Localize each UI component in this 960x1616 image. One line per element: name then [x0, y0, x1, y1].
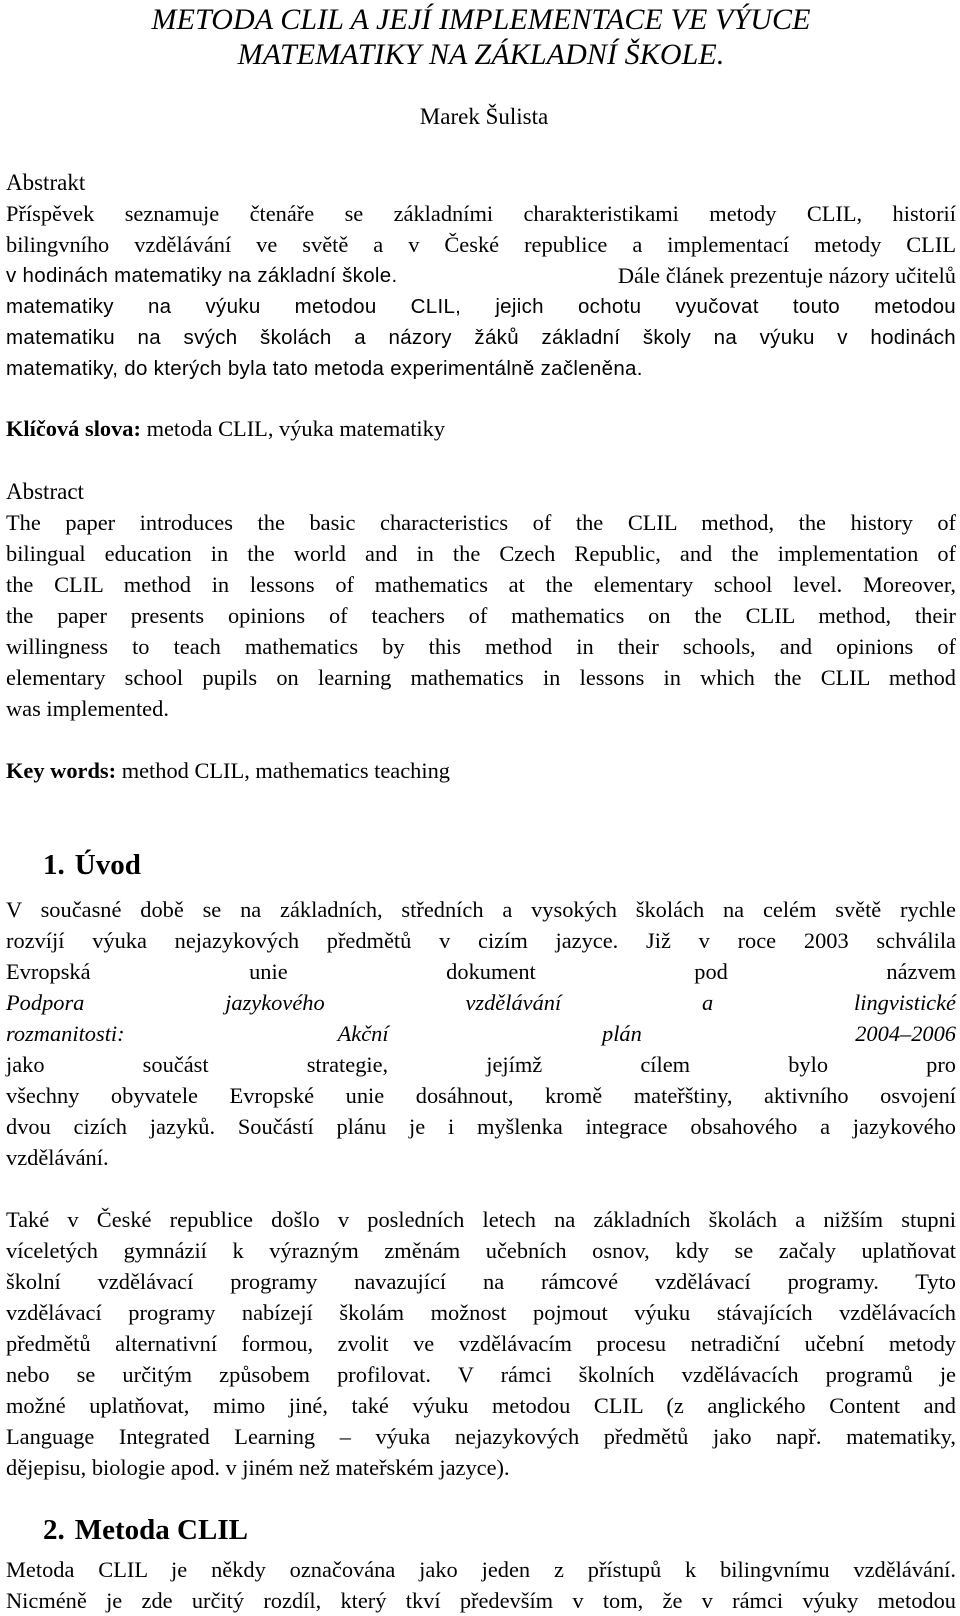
abstract-heading: Abstract	[6, 479, 84, 504]
abstrakt-line: matematiku na svých školách a názory žáků základní školy na výuku v hodinách	[6, 326, 956, 349]
section-1-number: 1.	[43, 849, 65, 881]
paragraph-line: vzdělávání.	[6, 1145, 109, 1170]
paragraph-line: Language Integrated Learning – výuka nejazykových předmětů jako např. matematiky,	[6, 1424, 956, 1449]
abstract-line: willingness to teach mathematics by this method in their schools, and opinions of	[6, 634, 956, 659]
document-page	[6, 0, 956, 1616]
abstrakt-line-mixed	[6, 260, 956, 291]
paragraph-text: Evropská unie dokument pod názvem	[6, 959, 956, 984]
paragraph-line: Také v České republice došlo v posledních letech na základních školách a nižším stupni	[6, 1207, 956, 1232]
abstrakt-line: matematiky, do kterých byla tato metoda experimentálně začleněna.	[6, 357, 643, 380]
paper-title-line-1: METODA CLIL A JEJÍ IMPLEMENTACE VE VÝUCE	[151, 3, 811, 36]
document-title-italic: Podpora jazykového vzdělávání a lingvistické	[6, 990, 956, 1015]
klicova-slova-value: metoda CLIL, výuka matematiky	[146, 416, 446, 441]
paragraph-line: předmětů alternativní formou, zvolit ve vzdělávacím procesu netradiční učební metody	[6, 1331, 956, 1356]
abstrakt-line: bilingvního vzdělávání ve světě a v České republice a implementací metody CLIL	[6, 232, 956, 257]
key-words-label: Key words:	[6, 758, 117, 783]
section-1-title: Úvod	[74, 849, 141, 881]
paragraph-line: školní vzdělávací programy navazující na rámcové vzdělávací programy. Tyto	[6, 1269, 956, 1294]
paragraph-line: nebo se určitým způsobem profilovat. V rámci školních vzdělávacích programů je	[6, 1362, 956, 1387]
section-1-paragraph-2	[6, 1204, 956, 1483]
paragraph-line: možné uplatňovat, mimo jiné, také výuku metodou CLIL (z anglického Content and	[6, 1393, 956, 1418]
paragraph-line: rozvíjí výuka nejazykových předmětů v cizím jazyce. Již v roce 2003 schválila	[6, 928, 956, 953]
section-1-heading	[6, 848, 956, 882]
abstract-line: was implemented.	[6, 696, 169, 721]
section-1-paragraph-1	[6, 894, 956, 1173]
abstrakt-line: Příspěvek seznamuje čtenáře se základními charakteristikami metody CLIL, historií	[6, 201, 956, 226]
paragraph-line: všechny obyvatele Evropské unie dosáhnout, kromě mateřštiny, aktivního osvojení	[6, 1083, 956, 1108]
abstract-line: bilingual education in the world and in the Czech Republic, and the implementation of	[6, 541, 956, 566]
abstrakt-line: matematiky na výuku metodou CLIL, jejich ochotu vyučovat touto metodou	[6, 295, 956, 318]
abstrakt-heading: Abstrakt	[6, 170, 86, 195]
abstract-line: elementary school pupils on learning mathematics in lessons in which the CLIL method	[6, 665, 956, 690]
paragraph-line: víceletých gymnázií k výrazným změnám učebních osnov, kdy se začaly uplatňovat	[6, 1238, 956, 1263]
klicova-slova	[6, 413, 956, 444]
paragraph-line: Nicméně je zde určitý rozdíl, který tkví především v tom, že v rámci výuky metodou	[6, 1588, 956, 1613]
key-words	[6, 755, 956, 786]
paragraph-line: V současné době se na základních, středních a vysokých školách na celém světě rychle	[6, 897, 956, 922]
abstrakt-body	[6, 198, 956, 384]
abstract-line: the CLIL method in lessons of mathematics at the elementary school level. Moreover,	[6, 572, 956, 597]
abstract-body	[6, 507, 956, 724]
author-name: Marek Šulista	[419, 104, 549, 129]
section-2-number: 2.	[43, 1514, 65, 1546]
abstract-section	[6, 476, 956, 724]
paragraph-line	[6, 1018, 956, 1080]
paper-title-line-2: MATEMATIKY NA ZÁKLADNÍ ŠKOLE.	[237, 38, 725, 71]
paper-title	[6, 2, 956, 72]
paragraph-line: vzdělávací programy nabízejí školám možnost pojmout výuku stávajících vzdělávacích	[6, 1300, 956, 1325]
paragraph-line	[6, 956, 956, 1018]
abstrakt-line-sans: v hodinách matematiky na základní škole.	[6, 264, 398, 287]
section-2-title: Metoda CLIL	[74, 1514, 248, 1546]
paragraph-line: dvou cizích jazyků. Součástí plánu je i myšlenka integrace obsahového a jazykového	[6, 1114, 956, 1139]
abstract-line: The paper introduces the basic characteristics of the CLIL method, the history of	[6, 510, 956, 535]
abstrakt-section	[6, 167, 956, 384]
key-words-value: method CLIL, mathematics teaching	[121, 758, 450, 783]
abstrakt-line-serif: Dále článek prezentuje názory učitelů	[617, 263, 956, 288]
klicova-slova-label: Klíčová slova:	[6, 416, 141, 441]
paragraph-line: dějepisu, biologie apod. v jiném než mateřském jazyce).	[6, 1455, 510, 1480]
abstract-line: the paper presents opinions of teachers of mathematics on the CLIL method, their	[6, 603, 956, 628]
document-title-italic: rozmanitosti: Akční plán 2004–2006	[6, 1021, 956, 1046]
paragraph-line: Metoda CLIL je někdy označována jako jeden z přístupů k bilingvnímu vzdělávání.	[6, 1557, 956, 1582]
section-2-heading	[6, 1513, 956, 1547]
paragraph-text: jako součást strategie, jejímž cílem bylo pro	[6, 1052, 956, 1077]
section-2-paragraph-1	[6, 1554, 956, 1616]
